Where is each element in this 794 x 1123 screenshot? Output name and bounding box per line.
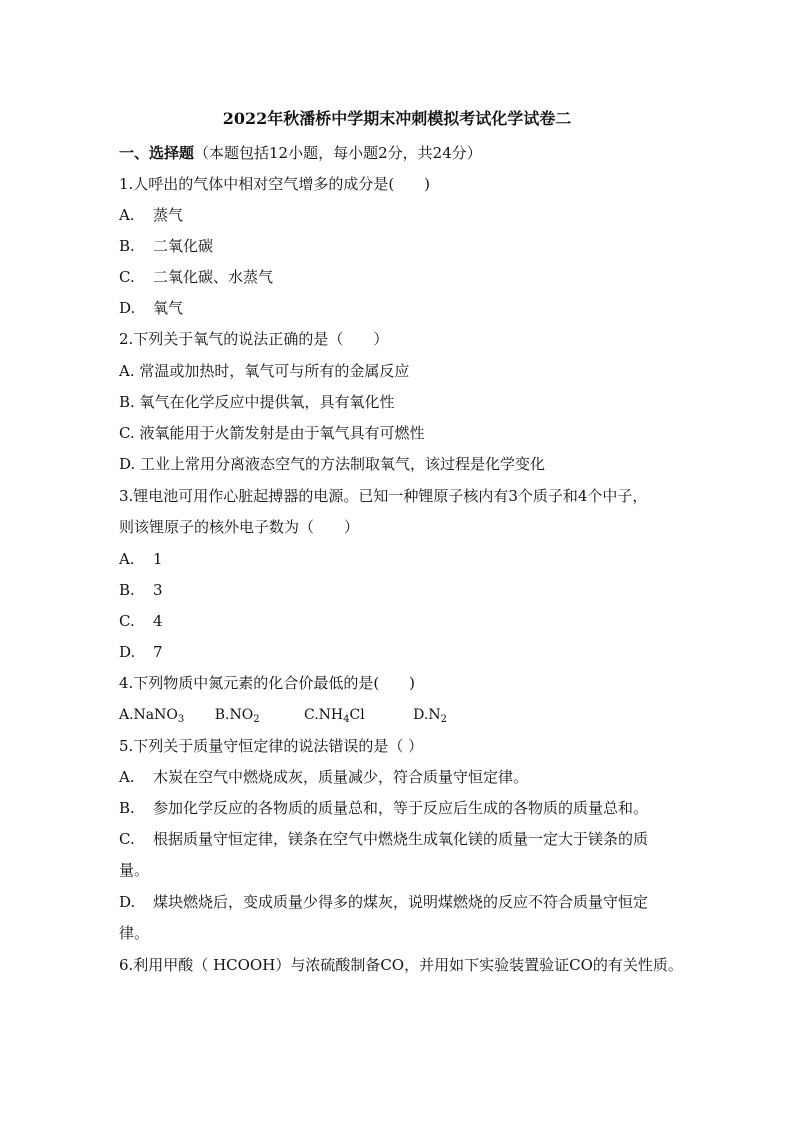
option-label: D.	[119, 893, 136, 911]
question-5-option-c	[119, 829, 648, 849]
question-6-stem: 6.利用甲酸（ HCOOH）与浓硫酸制备CO，并用如下实验装置验证CO的有关性质。	[119, 956, 683, 974]
question-2-option-a: A. 常温或加热时，氧气可与所有的金属反应	[119, 362, 410, 380]
option-text: 蒸气	[153, 206, 184, 224]
option-label: A.	[119, 768, 135, 786]
question-1-option-c	[119, 267, 273, 287]
question-5-option-d	[119, 892, 648, 912]
option-label: A.	[119, 550, 135, 568]
exam-title: 2022年秋潘桥中学期末冲刺模拟考试化学试卷二	[222, 109, 572, 128]
question-5-option-b	[119, 798, 648, 818]
option-label: D.	[119, 299, 136, 317]
option-text: 1	[153, 550, 163, 568]
formula-option-b: $B.NO_2$	[214, 707, 260, 725]
question-5-option-a	[119, 767, 528, 787]
section-note: （本题包括12小题，每小题2分，共24分）	[194, 144, 482, 162]
option-text: 参加化学反应的各物质的质量总和，等于反应后生成的各物质的质量总和。	[153, 799, 649, 817]
question-1-stem: 1.人呼出的气体中相对空气增多的成分是( )	[119, 175, 431, 193]
formula-option-d: $D.N_2$	[413, 707, 447, 725]
option-text: 3	[153, 581, 163, 599]
option-text: 木炭在空气中燃烧成灰，质量减少，符合质量守恒定律。	[153, 768, 529, 786]
formula-option-a: A.NaNO$_3$	[119, 707, 185, 725]
option-label: A.	[119, 206, 135, 224]
formula-option-c: $C.NH_4Cl$	[304, 707, 365, 725]
option-text: 根据质量守恒定律，镁条在空气中燃烧生成氧化镁的质量一定大于镁条的质	[153, 830, 649, 848]
question-3-option-c	[119, 611, 163, 631]
option-label: B.	[119, 237, 135, 255]
question-2-option-d: D. 工业上常用分离液态空气的方法制取氧气，该过程是化学变化	[119, 455, 546, 473]
option-label: D.	[119, 643, 136, 661]
question-1-option-b	[119, 236, 213, 256]
question-1-option-d	[119, 298, 183, 318]
option-label: B.	[119, 581, 135, 599]
question-4-stem: 4.下列物质中氮元素的化合价最低的是( )	[119, 674, 416, 692]
section-heading: 一、选择题	[119, 144, 195, 162]
option-text: 4	[153, 612, 163, 630]
option-label: C.	[119, 612, 135, 630]
option-text: 7	[153, 643, 163, 661]
option-label: C.	[119, 268, 135, 286]
question-3-option-a	[119, 549, 163, 569]
question-5-option-d-continued: 律。	[119, 924, 150, 942]
question-2-stem: 2.下列关于氧气的说法正确的是（ ）	[119, 330, 389, 348]
question-3-stem-line-2: 则该锂原子的核外电子数为（ ）	[119, 518, 360, 536]
option-label: C.	[119, 830, 135, 848]
option-text: 氧气	[153, 299, 184, 317]
question-1-option-a	[119, 205, 183, 225]
question-2-option-b: B. 氧气在化学反应中提供氧，具有氧化性	[119, 393, 395, 411]
question-2-option-c: C. 液氧能用于火箭发射是由于氧气具有可燃性	[119, 424, 425, 442]
question-5-stem: 5.下列关于质量守恒定律的说法错误的是（ ）	[119, 737, 424, 755]
question-3-option-d	[119, 642, 163, 662]
question-3-stem-line-1: 3.锂电池可用作心脏起搏器的电源。已知一种锂原子核内有3个质子和4个中子，	[119, 487, 648, 505]
question-3-option-b	[119, 580, 163, 600]
question-4-options	[119, 705, 447, 730]
option-text: 二氧化碳、水蒸气	[153, 268, 274, 286]
question-5-option-c-continued: 量。	[119, 861, 150, 879]
option-label: B.	[119, 799, 135, 817]
section-heading-line	[119, 143, 482, 163]
option-text: 煤块燃烧后，变成质量少得多的煤灰，说明煤燃烧的反应不符合质量守恒定	[153, 893, 649, 911]
option-text: 二氧化碳	[153, 237, 214, 255]
